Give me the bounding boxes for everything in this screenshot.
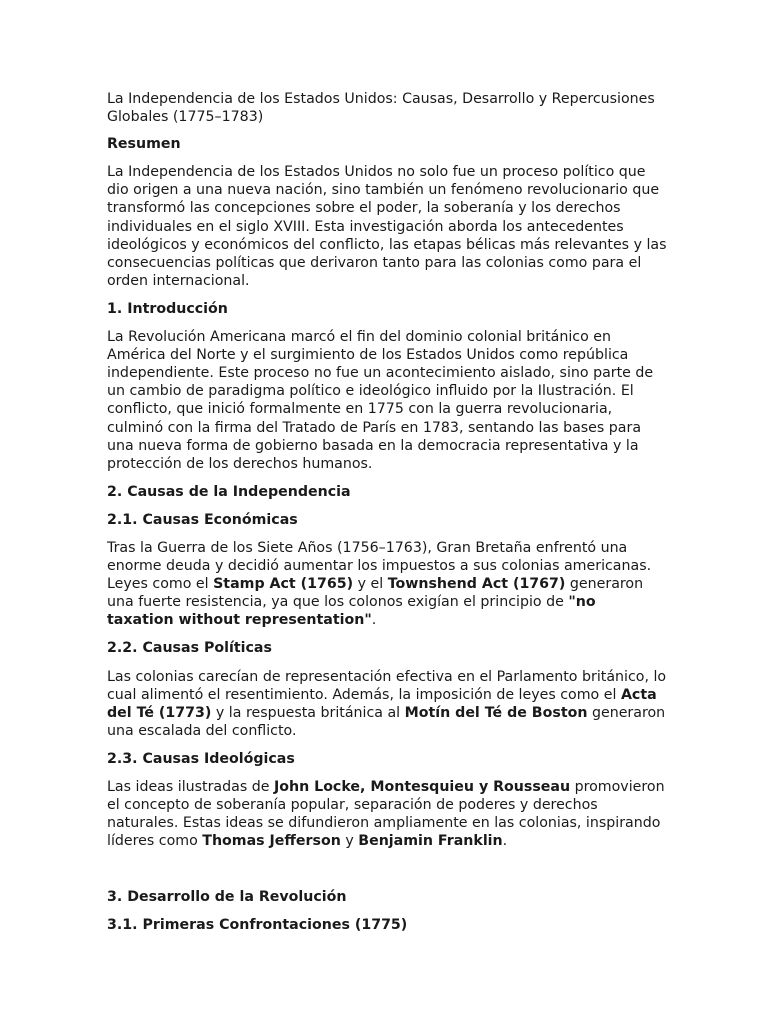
text-run: promovieron el concepto de soberanía popular, separación de poderes y derechos naturales. Estas ideas se difundieron ampliamente en las colonias, inspirando líderes como bbox=[107, 779, 665, 850]
document-body bbox=[107, 90, 667, 945]
bold-term-benjamin-franklin: Benjamin Franklin bbox=[358, 833, 503, 850]
text-run: . bbox=[502, 833, 508, 850]
section-heading-introduccion: 1. Introducción bbox=[107, 300, 228, 317]
bold-term-acta-del-te: Acta del Té (1773) bbox=[107, 686, 657, 721]
paragraph-politicas bbox=[107, 668, 667, 740]
text-run: . bbox=[371, 612, 377, 629]
bold-term-philosophers: John Locke, Montesquieu y Rousseau bbox=[273, 779, 571, 795]
subsection-heading-politicas: 2.2. Causas Políticas bbox=[107, 640, 272, 657]
bold-term-townshend-act: Townshend Act (1767) bbox=[387, 576, 566, 593]
paragraph-ideologicas bbox=[107, 778, 667, 850]
paragraph-introduccion: La Revolución Americana marcó el fin del dominio colonial británico en América del Norte y el surgimiento de los Estados Unidos como república independiente. Este proceso no fue un acontecimiento aislado, sino parte de un cambio de paradigma político e ideológico influido por la Ilustración. El conflicto, que inició formalmente en 1775 con la guerra revolucionaria, culminó con la firma del Tratado de París en 1783, sentando las bases para una nueva forma de gobierno basada en la democracia representativa y la protección de los derechos humanos. bbox=[107, 329, 654, 472]
paragraph-economicas bbox=[107, 539, 667, 629]
bold-term-stamp-act: Stamp Act (1765) bbox=[213, 576, 354, 593]
document-title: La Independencia de los Estados Unidos: Causas, Desarrollo y Repercusiones Globales (1775–1783) bbox=[107, 91, 655, 126]
section-heading-causas: 2. Causas de la Independencia bbox=[107, 483, 351, 500]
subsection-heading-ideologicas: 2.3. Causas Ideológicas bbox=[107, 750, 295, 767]
paragraph-resumen: La Independencia de los Estados Unidos no solo fue un proceso político que dio origen a una nueva nación, sino también un fenómeno revolucionario que transformó las concepciones sobre el poder, la soberanía y los derechos individuales en el siglo XVIII. Esta investigación aborda los antecedentes ideológicos y económicos del conflicto, las etapas bélicas más relevantes y las consecuencias políticas que derivaron tanto para las colonias como para el orden internacional. bbox=[107, 164, 667, 289]
section-heading-resumen: Resumen bbox=[107, 136, 181, 153]
text-run: generaron una escalada del conflicto. bbox=[107, 704, 666, 739]
blank-line-spacer bbox=[107, 860, 667, 888]
text-run: Las colonias carecían de representación efectiva en el Parlamento británico, lo cual alimentó el resentimiento. Además, la imposición de leyes como el bbox=[107, 668, 667, 703]
bold-term-thomas-jefferson: Thomas Jefferson bbox=[202, 833, 341, 850]
text-run: y bbox=[340, 833, 359, 850]
bold-term-motin-del-te: Motín del Té de Boston bbox=[404, 704, 588, 721]
text-run: generaron una fuerte resistencia, ya que los colonos exigían el principio de bbox=[107, 576, 644, 611]
section-heading-desarrollo: 3. Desarrollo de la Revolución bbox=[107, 889, 347, 906]
subsection-heading-economicas: 2.1. Causas Económicas bbox=[107, 511, 298, 528]
bold-term-no-taxation: "no taxation without representation" bbox=[107, 594, 596, 629]
text-run: Las ideas ilustradas de bbox=[107, 779, 274, 795]
text-run: Tras la Guerra de los Siete Años (1756–1763), Gran Bretaña enfrentó una enorme deuda y decidió aumentar los impuestos a sus colonias americanas. Leyes como el bbox=[107, 539, 652, 593]
text-run: y el bbox=[353, 576, 388, 593]
text-run: y la respuesta británica al bbox=[211, 704, 405, 721]
subsection-heading-confrontaciones: 3.1. Primeras Confrontaciones (1775) bbox=[107, 917, 408, 934]
